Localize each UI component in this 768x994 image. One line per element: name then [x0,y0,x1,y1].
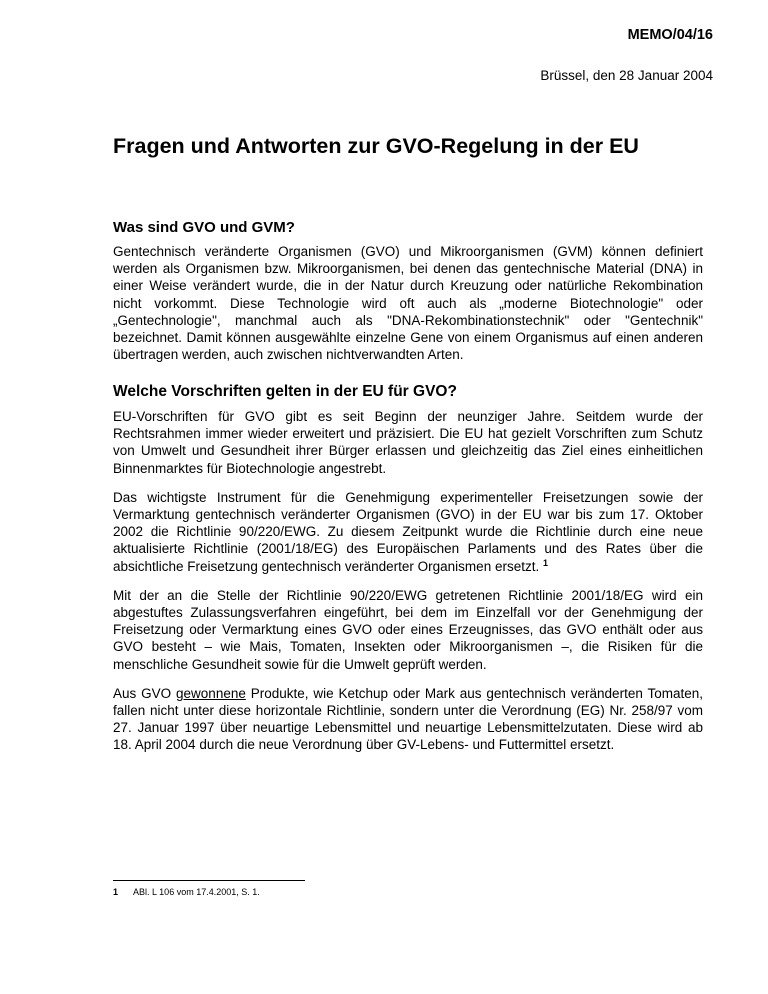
document-body [113,219,703,770]
footnote-divider [113,880,305,881]
section-gvo-definition [113,219,703,363]
section-heading: Was sind GVO und GVM? [113,219,295,236]
paragraph-with-footnote [113,489,703,575]
paragraph-text-end: Produkte, wie Ketchup oder Mark aus gentechnisch veränderten Tomaten, fallen nicht unter diese horizontale Richtlinie, sondern unter die Verordnung (EG) Nr. 258/97 vom 27. Januar 1997 über neuartige Lebensmittel und neuartige Lebensmittelzutaten. Diese wird ab 18. April 2004 durch die neue Verordnung über GV-Lebens- und Futtermittel ersetzt. [113,685,703,753]
footnote-text: ABl. L 106 vom 17.4.2001, S. 1. [133,887,260,897]
underlined-word: gewonnene [176,685,246,701]
footnote-reference[interactable]: 1 [542,557,548,568]
paragraph: Gentechnisch veränderte Organismen (GVO) und Mikroorganismen (GVM) können definiert werden als Organismen bzw. Mikroorganismen, bei denen das gentechnische Material (DNA) in einer Weise verändert wurde, die in der Natur durch Kreuzung oder natürliche Rekombination nicht vorkommt. Diese Technologie wird oft auch als „moderne Biotechnologie" oder „Gentechnologie", manchmal auch als "DNA-Rekombinationstechnik" oder "Gentechnik" bezeichnet. Damit können ausgewählte einzelne Gene von einem Organismus auf einen anderen übertragen werden, auch zwischen nichtverwandten Arten. [113,244,703,363]
paragraph [113,685,703,754]
paragraph: Mit der an die Stelle der Richtlinie 90/220/EWG getretenen Richtlinie 2001/18/EG wird ein abgestuftes Zulassungsverfahren eingeführt, bei dem im Einzelfall vor der Genehmigung der Freisetzung oder Vermarktung eines GVO oder eines Erzeugnisses, das GVO enthält oder aus GVO besteht – wie Mais, Tomaten, Insekten oder Mikroorganismen –, die Risiken für die menschliche Gesundheit sowie für die Umwelt geprüft werden. [113,587,703,672]
footnote [113,887,260,897]
document-title: Fragen und Antworten zur GVO-Regelung in der EU [113,134,639,158]
footnote-mark: 1 [113,887,119,897]
dateline: Brüssel, den 28 Januar 2004 [540,68,713,83]
section-eu-regulations [113,383,703,753]
paragraph: EU-Vorschriften für GVO gibt es seit Beginn der neunziger Jahre. Seitdem wurde der Rechtsrahmen immer wieder erweitert und präzisiert. Die EU hat gezielt Vorschriften zum Schutz von Umwelt und Gesundheit ihrer Bürger erlassen und gleichzeitig das Ziel eines einheitlichen Binnenmarktes für Biotechnologie angestrebt. [113,409,703,476]
memo-id: MEMO/04/16 [627,27,713,43]
paragraph-text-start: Aus GVO [113,685,177,701]
paragraph-text: Das wichtigste Instrument für die Genehmigung experimenteller Freisetzungen sowie der Vermarktung gentechnisch veränderter Organismen (GVO) in der EU war bis zum 17. Oktober 2002 die Richtlinie 90/220/EWG. Zu diesem Zeitpunkt wurde die Richtlinie durch eine neue aktualisierte Richtlinie (2001/18/EG) des Europäischen Parlaments und des Rates über die absichtliche Freisetzung gentechnisch veränderter Organismen ersetzt. [113,489,703,574]
section-heading: Welche Vorschriften gelten in der EU für GVO? [113,383,457,401]
